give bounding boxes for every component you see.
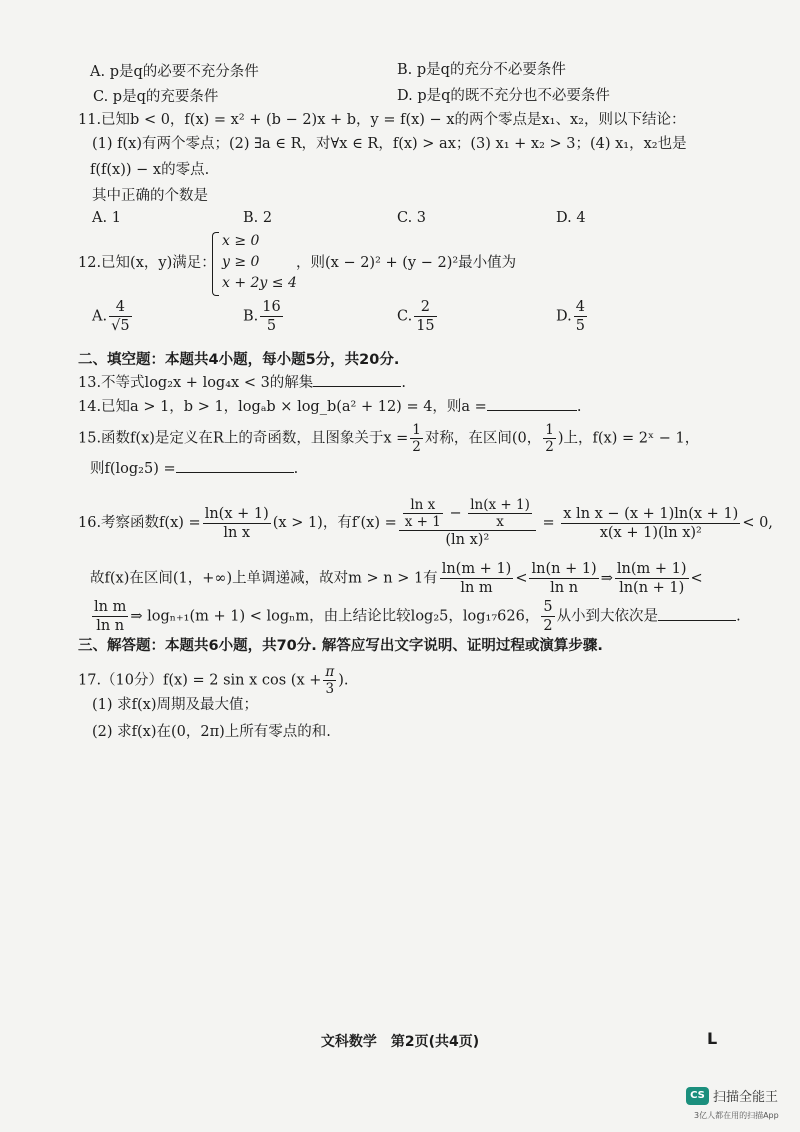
denominator: 5: [266, 318, 277, 334]
q15-text-4: 则f(log₂5) =: [90, 461, 176, 477]
inner-fraction-2: [468, 497, 532, 530]
q16-text-4: 故f(x)在区间(1，+∞)上单调递减，故对m > n > 1有: [90, 570, 438, 587]
q11-question: 其中正确的个数是: [92, 188, 208, 204]
q12-option-a: [92, 298, 134, 335]
derivative-denominator: (ln x)²: [445, 532, 490, 548]
denominator: ln n: [96, 618, 125, 634]
q13-answer-blank: [313, 372, 401, 387]
q10-option-a: A. p是q的必要不充分条件: [90, 64, 259, 80]
q17-stem: [78, 664, 349, 697]
derivative-numerator: $\frac{\text{ln x}}{x + 1}$ − $\frac{\ln(x + 1)}{x}$: [399, 497, 536, 531]
numerator: 1: [412, 422, 421, 438]
n-fraction: [529, 560, 598, 597]
numerator: ln(x + 1): [470, 497, 530, 513]
denominator: ln n: [550, 580, 579, 596]
numerator: 16: [262, 299, 281, 315]
option-b-label: B.: [243, 308, 259, 325]
q14-text: 14.已知a > 1，b > 1，logₐb × log_b(a² + 12) = 4，则a =: [78, 399, 487, 415]
q16-line-2: [90, 560, 703, 597]
q12-constraint-2: y ≥ 0: [222, 254, 260, 270]
q15-line-2: [90, 458, 298, 479]
denominator: x + 1: [404, 514, 441, 530]
q13: [78, 372, 406, 393]
q14-answer-blank: [487, 396, 577, 411]
q16-text-2: (x > 1)，有f′(x) =: [272, 515, 397, 531]
camscanner-name: 扫描全能王: [713, 1090, 779, 1105]
q17-text: 17.（10分）f(x) = 2 sin x cos (x +: [78, 672, 322, 689]
numerator: ln(n + 1): [531, 561, 597, 577]
denominator: √5: [111, 318, 130, 334]
option-b-fraction: [260, 298, 282, 335]
q15-text-2: 对称，在区间(0，: [424, 430, 542, 447]
numerator: 5: [543, 599, 553, 615]
q12-option-c: [397, 298, 439, 335]
numerator: 4: [575, 299, 585, 315]
q15-half-fraction-2: [543, 422, 556, 455]
q14-period: .: [576, 399, 582, 415]
q11-option-c: C. 3: [397, 210, 427, 226]
q16-text-6: 从小到大依次是: [556, 608, 659, 625]
denominator: ln m: [460, 580, 493, 596]
denominator: 3: [325, 681, 335, 697]
section-2-heading: 二、填空题：本题共4小题，每小题5分，共20分.: [78, 352, 400, 368]
q17-tail: ).: [338, 672, 349, 689]
denominator: ln(n + 1): [619, 580, 685, 596]
option-a-fraction: [109, 298, 131, 335]
q10-option-d: D. p是q的既不充分也不必要条件: [397, 88, 610, 104]
camscanner-logo-icon: CS: [686, 1087, 709, 1105]
numerator: 2: [414, 298, 436, 317]
numerator: ln m: [94, 599, 127, 615]
brace-symbol: [212, 232, 219, 296]
q16-text-1: 16.考察函数f(x) =: [78, 515, 201, 531]
option-d-label: D.: [556, 308, 572, 325]
denominator: x: [496, 514, 504, 530]
numerator: ln(x + 1): [204, 505, 269, 522]
denominator: 2: [545, 439, 554, 455]
five-halves-fraction: [541, 598, 554, 635]
q13-period: .: [401, 375, 406, 391]
m-fraction: [440, 560, 514, 597]
q16-period: .: [736, 608, 741, 625]
ratio-fraction: [615, 560, 689, 597]
denominator: ln x: [223, 524, 251, 541]
q12-lead: 12.已知(x，y)满足：: [78, 255, 216, 271]
implies-arrow: ⇒: [600, 570, 613, 587]
q15-text-1: 15.函数f(x)是定义在R上的奇函数，且图象关于x =: [78, 430, 409, 447]
option-c-fraction: [414, 298, 436, 335]
q11-option-a: A. 1: [92, 210, 121, 226]
denominator: 5: [575, 318, 585, 334]
q15-line-1: [78, 422, 699, 455]
less-than-2: <: [690, 570, 703, 587]
q12-option-d: [556, 298, 589, 335]
denominator: 15: [416, 318, 435, 334]
q10-option-b: B. p是q的充分不必要条件: [397, 62, 566, 78]
q15-half-fraction: [410, 422, 423, 455]
denominator: x(x + 1)(ln x)²: [599, 524, 702, 541]
q15-text-3: )上，f(x) = 2ˣ − 1，: [557, 430, 700, 447]
denominator: 2: [543, 618, 553, 634]
numerator: ln(m + 1): [616, 561, 687, 577]
page-footer: 文科数学 第2页(共4页): [320, 1034, 480, 1050]
q12-constraint-1: x ≥ 0: [222, 233, 260, 249]
q12-constraint-system: [212, 232, 297, 294]
q16-text-5: ⇒ logₙ₊₁(m + 1) < logₙm，由上结论比较log₂5，log₁₇626，: [130, 608, 540, 625]
numerator: 1: [545, 422, 554, 438]
equals-sign: =: [542, 515, 555, 531]
section-3-heading: 三、解答题：本题共6小题，共70分. 解答应写出文字说明、证明过程或演算步骤.: [78, 638, 603, 654]
q11-option-d: D. 4: [556, 210, 586, 226]
q12-tail: ，则(x − 2)² + (y − 2)²最小值为: [296, 255, 517, 271]
pi-third-fraction: [323, 664, 336, 697]
q16-simplified-fraction: [561, 505, 740, 542]
q11-option-b: B. 2: [243, 210, 273, 226]
inner-fraction-1: [403, 497, 443, 530]
q13-text: 13.不等式log₂x + log₄x < 3的解集: [78, 375, 314, 391]
log-ratio-fraction: [92, 598, 128, 635]
numerator: x ln x − (x + 1)ln(x + 1): [563, 505, 739, 522]
q16-line-3: [90, 598, 741, 635]
numerator: 4: [109, 298, 131, 317]
q16-line-1: [78, 497, 773, 549]
option-d-fraction: [574, 298, 587, 335]
numerator: ln x: [403, 497, 443, 514]
q15-period: .: [293, 461, 299, 477]
q17-part-1: (1) 求f(x)周期及最大值；: [92, 697, 259, 713]
q16-text-3: < 0,: [742, 515, 773, 531]
q11-statements: (1) f(x)有两个零点；(2) ∃a ∈ R，对∀x ∈ R，f(x) > ax；(3) x₁ + x₂ > 3；(4) x₁，x₂也是: [92, 136, 687, 152]
q12-constraint-3: x + 2y ≤ 4: [222, 275, 297, 291]
version-letter: L: [707, 1029, 718, 1048]
q16-derivative-fraction: [399, 497, 536, 549]
denominator: 2: [412, 439, 421, 455]
numerator: π: [325, 664, 335, 680]
q16-function-fraction: [203, 505, 271, 542]
option-c-label: C.: [397, 308, 413, 325]
q11-continuation: f(f(x)) − x的零点.: [90, 162, 210, 178]
numerator: ln(m + 1): [441, 561, 512, 577]
q15-answer-blank: [176, 458, 294, 473]
q12-option-b: [243, 298, 285, 335]
q14: [78, 396, 581, 417]
q16-answer-blank: [658, 606, 736, 621]
q10-option-c: C. p是q的充要条件: [93, 89, 219, 105]
option-a-label: A.: [92, 308, 108, 325]
q17-part-2: (2) 求f(x)在(0，2π)上所有零点的和.: [92, 724, 331, 740]
camscanner-tagline: 3亿人都在用的扫描App: [694, 1111, 779, 1120]
less-than: <: [515, 570, 528, 587]
q11-stem: 11.已知b < 0，f(x) = x² + (b − 2)x + b，y = f(x) − x的两个零点是x₁、x₂，则以下结论：: [78, 112, 686, 128]
